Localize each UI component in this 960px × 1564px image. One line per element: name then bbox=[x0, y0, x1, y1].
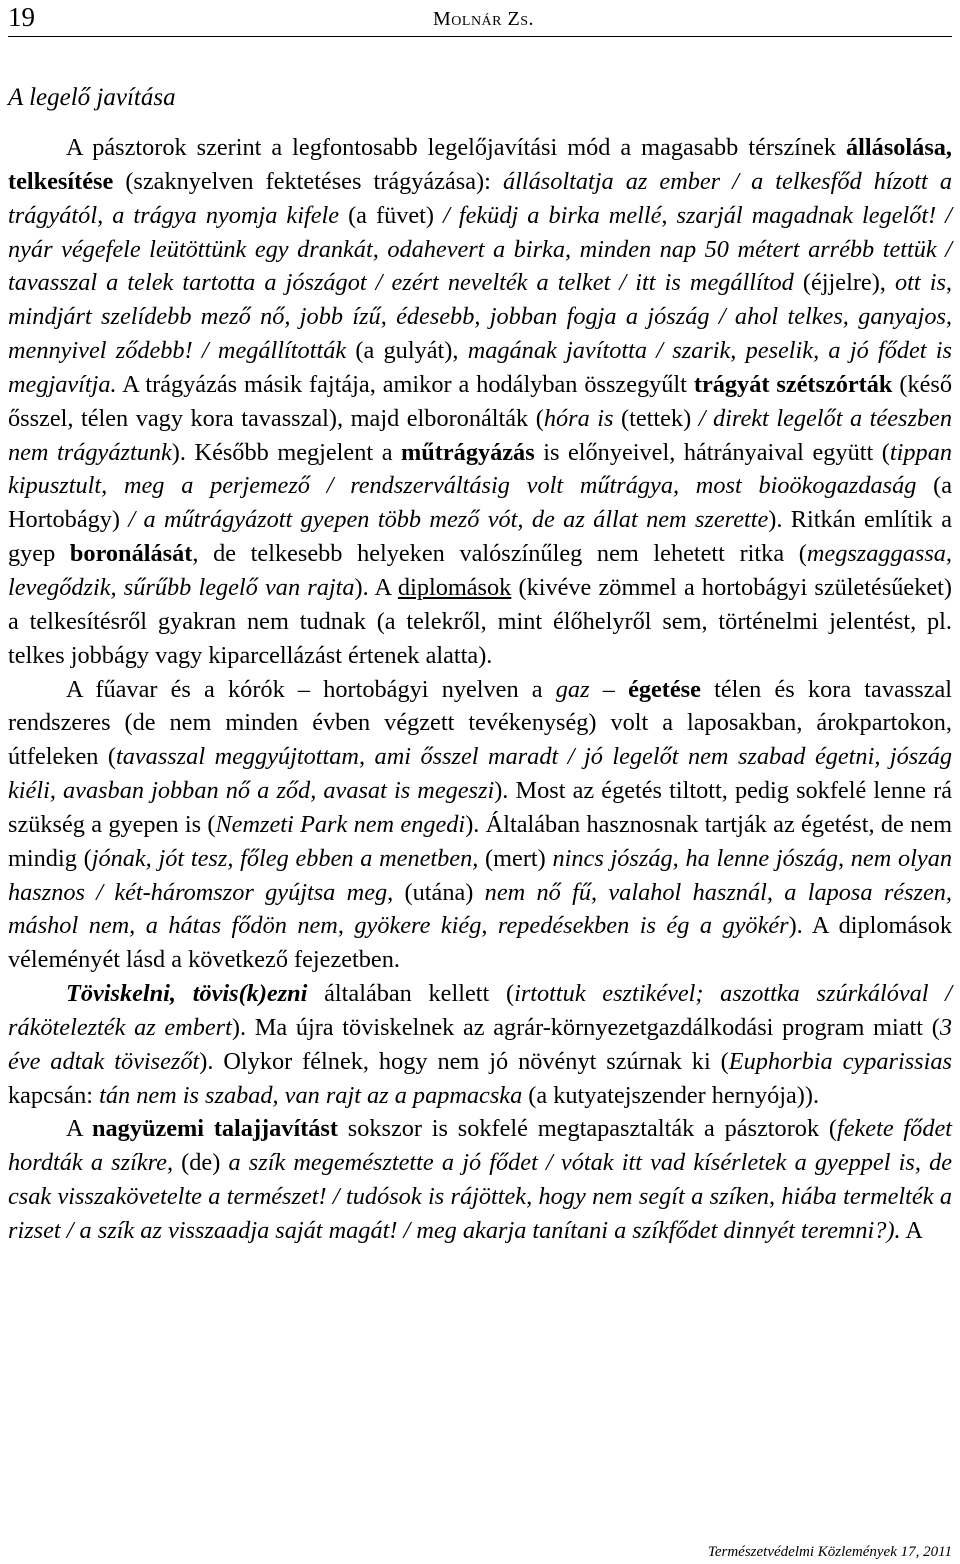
text-run: (késő ősszel, télen vagy kora tavasszal), majd elboronálták ( bbox=[8, 370, 952, 432]
text-run: (a gulyát), bbox=[346, 337, 468, 365]
text-run: télen és kora tavasszal rendszeres (de nem minden évben végzett tevékenység) volt a laposakban, árokpartokon, útfeleken ( bbox=[8, 675, 953, 771]
text-run: A bbox=[900, 1217, 923, 1244]
text-run: gaz bbox=[555, 675, 590, 703]
text-run: / feküdj a birka mellé, szarjál magadnak legelőt! / nyár végefele leütöttünk egy drankát, odahevert a birka, minden nap 50 métert arrébb tettük / tavasszal a telek tartotta a jószágot / ezért nevelték a telket / itt is megállítod bbox=[8, 201, 952, 297]
paragraph bbox=[8, 1112, 952, 1247]
text-run: magának javította / szarik, peselik, a jó fődet is megjavítja. bbox=[8, 337, 953, 398]
text-run: (de) bbox=[173, 1149, 229, 1177]
text-run: (a kutyatejszender hernyója)). bbox=[522, 1081, 820, 1109]
text-run: jónak, jót tesz, főleg ebben a menetben, bbox=[91, 844, 479, 872]
page-header bbox=[8, 0, 952, 37]
text-run: égetése bbox=[628, 675, 701, 703]
text-run: a szík megemésztette a jó fődet / vótak itt vad kísérletek a gyeppel is, de csak visszakövetelte a természet! / tudósok is rájöttek, hogy nem segít a szíken, hiába termelték a rizset / a szík az visszaadja saját magát! / meg akarja tanítani a szíkfődet dinnyét teremni?). bbox=[8, 1149, 952, 1244]
text-run: ). Általában hasznosnak tartják az égetést, de nem mindig ( bbox=[8, 810, 952, 872]
paragraph bbox=[8, 131, 952, 673]
text-run: is előnyeivel, hátrányaival együtt ( bbox=[534, 438, 890, 466]
text-run: ). A diplomások véleményét lásd a következő fejezetben. bbox=[8, 912, 952, 974]
text-run: Töviskelni, tövis(k)ezni bbox=[66, 980, 308, 1008]
page-number: 19 bbox=[8, 2, 35, 32]
text-run: tavasszal meggyújtottam, ami ősszel maradt / jó legelőt nem szabad égetni, jószág kiéli, avasban jobban nő a ződ, avasat is megeszi bbox=[8, 743, 952, 805]
text-run: hóra is bbox=[543, 404, 614, 432]
text-run: ). Ritkán említik a gyep bbox=[8, 506, 952, 568]
text-run: (utána) bbox=[393, 878, 485, 906]
section-title: A legelő javítása bbox=[8, 84, 176, 111]
text-run: A bbox=[66, 1115, 92, 1143]
text-run: tán nem is szabad, van rajt az a papmacska bbox=[99, 1081, 523, 1109]
paragraph bbox=[8, 977, 952, 1112]
text-run: nem nő fű, valahol használ, a laposa részen, máshol nem, a hátas fődön nem, gyökere kiég, repedésekben is ég a gyökér bbox=[8, 878, 952, 940]
text-run: A trágyázás másik fajtája, amikor a hodályban összegyűlt bbox=[116, 370, 694, 398]
text-run: (éjjelre), bbox=[793, 269, 895, 297]
text-run: (a Hortobágy) bbox=[8, 472, 952, 534]
text-run: trágyát szétszórták bbox=[693, 370, 893, 398]
text-run: 3 éve adtak tövisezőt bbox=[8, 1013, 952, 1075]
text-run: ). Később megjelent a bbox=[171, 438, 402, 466]
text-run: ott is, mindjárt szelídebb mező nő, jobb ízű, édesebb, jobban fogja a jószág / ahol telkes, ganyajos, mennyivel ződebb! / megállították bbox=[8, 269, 952, 365]
text-run: diplomások bbox=[397, 573, 512, 601]
text-run: – bbox=[589, 675, 629, 703]
body-text bbox=[8, 131, 952, 1248]
text-run: (mert) bbox=[478, 844, 553, 872]
text-run: ). Ma újra töviskelnek az agrár-környezetgazdálkodási program miatt ( bbox=[231, 1013, 940, 1041]
text-run: A fűavar és a kórók – hortobágyi nyelven a bbox=[66, 675, 556, 703]
text-run: állásolása, telkesítése bbox=[8, 134, 952, 195]
text-run: ). Most az égetés tiltott, pedig sokfelé lenne rá szükség a gyepen is ( bbox=[8, 777, 952, 838]
text-run: / a műtrágyázott gyepen több mező vót, de az állat nem szerette bbox=[128, 506, 769, 534]
text-run: (szaknyelven fektetéses trágyázása): bbox=[113, 167, 503, 195]
text-run: fekete fődet hordták a szíkre, bbox=[8, 1115, 952, 1177]
text-run: (tettek) bbox=[613, 404, 699, 432]
text-run: A pásztorok szerint a legfontosabb legelőjavítási mód a magasabb térszínek bbox=[66, 134, 847, 161]
text-run: boronálását bbox=[69, 540, 193, 568]
text-run: kapcsán: bbox=[8, 1081, 100, 1109]
running-head-author: Molnár Zs. bbox=[433, 8, 535, 30]
text-run: általában kellett ( bbox=[307, 980, 515, 1008]
text-run: nagyüzemi talajjavítást bbox=[92, 1115, 338, 1143]
text-run: , de telkesebb helyeken valószínűleg nem lehetett ritka ( bbox=[192, 540, 807, 568]
footer-journal: Természetvédelmi Közlemények 17, 2011 bbox=[707, 1544, 952, 1560]
text-run: (a füvet) bbox=[339, 201, 444, 229]
text-run: nincs jószág, ha lenne jószág, nem olyan hasznos / két-háromszor gyújtsa meg, bbox=[8, 844, 952, 906]
text-run: állásoltatja az ember / a telkesfőd hízott a trágyától, a trágya nyomja kifele bbox=[8, 167, 952, 229]
text-run: Euphorbia cyparissias bbox=[728, 1047, 952, 1075]
text-run: megszaggassa, levegődzik, sűrűbb legelő van rajta bbox=[8, 540, 952, 601]
text-run: Nemzeti Park nem engedi bbox=[215, 810, 466, 838]
text-run: ). Olykor félnek, hogy nem jó növényt szúrnak ki ( bbox=[199, 1047, 729, 1075]
paragraph bbox=[8, 673, 952, 978]
text-run: műtrágyázás bbox=[401, 438, 535, 466]
text-run: sokszor is sokfelé megtapasztalták a pásztorok ( bbox=[337, 1115, 837, 1143]
text-run: (kivéve zömmel a hortobágyi születésűeket) a telkesítésről gyakran nem tudnak (a telekről, mint élőhelyről sem, történelmi jelentést, pl. telkes jobbágy vagy kiparcellázást értenek alatta). bbox=[8, 573, 952, 669]
text-run: tippan kipusztult, meg a perjemező / rendszerváltásig volt műtrágya, most bioökogazdaság bbox=[8, 438, 952, 500]
text-run: irtottuk esztikével; aszottka szúrkálóval / rákötelezték az embert bbox=[8, 980, 953, 1041]
text-run: / direkt legelőt a téeszben nem trágyáztunk bbox=[8, 404, 952, 466]
text-run: ). A bbox=[354, 573, 398, 601]
